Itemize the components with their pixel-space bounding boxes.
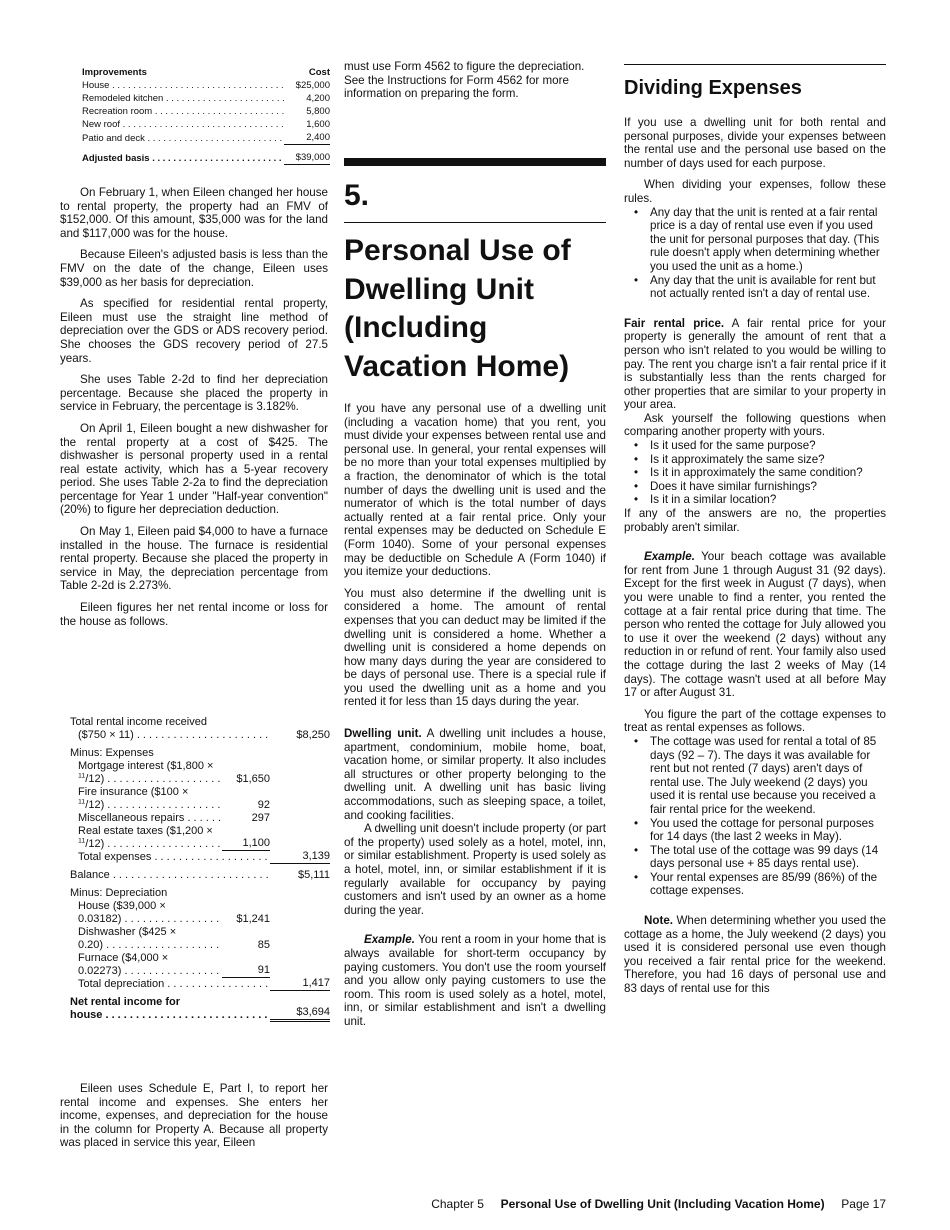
paragraph: Ask yourself the following questions when comparing another property with yours. — [624, 411, 886, 439]
paragraph: A dwelling unit doesn't include property (or part of the property) used solely as a hotel, motel, inn, or similar establishment. Property is used solely as a hotel, motel, inn, or similar establishment if it is regularly available for occupancy by paying customers and isn't used by an owner as a home during the year. — [344, 822, 606, 917]
paragraph: As specified for residential rental property, Eileen must use the straight line method of depreciation over the GDS or ADS recovery period. She chooses the GDS recovery period of 27.5 years. — [60, 297, 328, 365]
table-row: $^{11}$/12) . . . 1,100 — [70, 838, 330, 851]
paragraph: If you use a dwelling unit for both rental and personal purposes, divide your expenses between the rental use and the personal use based on the number of days used for each purpose. — [624, 116, 886, 170]
section-rule — [624, 64, 886, 65]
list-item: • Any day that the unit is rented at a fair rental price is a day of rental use even if you used the unit for personal purposes that day. (This rule doesn't apply when determining whether you used the unit as a home.) — [624, 206, 886, 274]
table-row: 0.03182) . . . $1,241 — [70, 913, 330, 926]
chapter-title: Personal Use of Dwelling Unit (Including Vacation Home) — [344, 234, 571, 383]
footer-title: Personal Use of Dwelling Unit (Including Vacation Home) — [500, 1197, 825, 1211]
list-item: • Is it in a similar location? — [624, 493, 886, 507]
paragraph: Note. When determining whether you used the cottage as a home, the July weekend (2 days) you used it is considered personal use even though you received a fair rental price for the weekend. Therefore, you had 16 days of personal use and 83 days of rental use for this — [624, 914, 886, 996]
paragraph: If any of the answers are no, the properties probably aren't similar. — [624, 507, 886, 534]
table-row: $^{11}$/12) . . . 92 — [70, 799, 330, 812]
column-3 — [624, 76, 886, 996]
section-heading: Dividing Expenses — [624, 77, 802, 99]
col2-body — [344, 402, 606, 1029]
table-row: House ($39,000 × — [78, 900, 166, 912]
paragraph: You must also determine if the dwelling unit is considered a home. The amount of rental expenses that you can deduct may be limited if the dwelling unit is considered a home. Whether a dwelling unit is considered a home depends on how many days during the year are considered to be days of personal use. There is a special rule if you used the dwelling unit as a home and you rented it for less than 15 days during the year. — [344, 586, 606, 709]
cost-header-label: Cost — [308, 67, 330, 78]
calculation-list — [624, 735, 886, 898]
footer-chapter: Chapter 5 — [431, 1197, 484, 1211]
table-row: 0.20) . . . 85 — [70, 939, 330, 952]
rules-list — [624, 206, 886, 301]
table-row: 0.02273) . . . 91 — [70, 965, 330, 978]
list-item: • Your rental expenses are 85/99 (86%) of the cottage expenses. — [624, 871, 886, 898]
improvements-table — [82, 66, 330, 165]
table-row: house . . . $3,694 — [70, 1009, 330, 1022]
table-row: Total rental income received — [70, 716, 207, 728]
table-row: Remodeled kitchen . . . 4,200 — [82, 92, 330, 105]
paragraph: Eileen uses Schedule E, Part I, to report her rental income and expenses. She enters her income, expenses, and depreciation for the house in the column for Property A. Because all property was placed in service this year, Eileen — [60, 1082, 328, 1150]
table-row: House . . . $25,000 — [82, 79, 330, 92]
table-row: Recreation room . . . 5,800 — [82, 105, 330, 118]
paragraph: On May 1, Eileen paid $4,000 to have a furnace installed in the house. The furnace is residential rental property. Because she placed the property in service in May, the depreciation percentage from Table 2-2d is 2.273%. — [60, 525, 328, 593]
table-row: ($750 × 11) . . . $8,250 — [70, 729, 330, 742]
table-row: Total expenses . . . 3,139 — [70, 851, 330, 864]
list-item: • The total use of the cottage was 99 days (14 days personal use + 85 days rental use). — [624, 844, 886, 871]
list-item: • Is it used for the same purpose? — [624, 439, 886, 453]
table-row: Net rental income for — [70, 996, 181, 1008]
table-row: Real estate taxes ($1,200 × — [78, 825, 213, 837]
table-row: $^{11}$/12) . . . $1,650 — [70, 773, 330, 786]
list-item: • Is it in approximately the same condition? — [624, 466, 886, 480]
table-row: Total depreciation . . . 1,417 — [70, 978, 330, 991]
list-item: • Does it have similar furnishings? — [624, 480, 886, 494]
chapter-number: 5. — [344, 179, 370, 212]
paragraph: She uses Table 2-2d to find her depreciation percentage. Because she placed the property in service in February, the percentage is 3.182%. — [60, 373, 328, 414]
col2-top — [344, 60, 606, 101]
chapter-rule — [344, 222, 606, 223]
questions-list — [624, 439, 886, 507]
col1-body-top — [60, 186, 328, 628]
table-row: Patio and deck . . . 2,400 — [82, 131, 330, 145]
table-row: Dishwasher ($425 × — [78, 926, 177, 938]
improvements-header-label: Improvements — [82, 67, 147, 78]
paragraph: Eileen figures her net rental income or loss for the house as follows. — [60, 601, 328, 628]
list-item: • Is it approximately the same size? — [624, 453, 886, 467]
col1-body-bottom — [60, 1082, 328, 1150]
list-item: • Any day that the unit is available for rent but not actually rented isn't a day of rental use. — [624, 274, 886, 301]
table-row: Minus: Expenses — [70, 747, 154, 759]
paragraph: When dividing your expenses, follow these rules. — [624, 178, 886, 205]
paragraph: must use Form 4562 to figure the depreciation. See the Instructions for Form 4562 for more information on preparing the form. — [344, 60, 585, 101]
paragraph: Dwelling unit. A dwelling unit includes a house, apartment, condominium, mobile home, boat, vacation home, or similar property. It also includes all structures or other property belonging to the dwelling unit. A dwelling unit has basic living accommodations, such as sleeping space, a toilet, and cooking facilities. — [344, 727, 606, 822]
paragraph: You figure the part of the cottage expenses to treat as rental expenses as follows. — [624, 707, 886, 735]
paragraph: Example. You rent a room in your home that is always available for short-term occupancy by paying customers. You don't use the room yourself and you allow only paying customers to use the room. This room is used solely as a hotel, motel, inn, or similar establishment and isn't a dwelling unit. — [344, 933, 607, 1028]
table-row: Minus: Depreciation — [70, 887, 168, 899]
table-row: Furnace ($4,000 × — [78, 952, 169, 964]
list-item: • You used the cottage for personal purposes for 14 days (the last 2 weeks in May). — [624, 817, 886, 844]
paragraph: If you have any personal use of a dwelling unit (including a vacation home) that you rent, you must divide your expenses between rental use and personal use. In general, your rental expenses will be no more than your total expenses multiplied by a fraction, the denominator of which is the total number of days the dwelling unit is used and the numerator of which is the total number of days actually rented at a fair rental price. Only your rental expenses may be deducted on Schedule E (Form 1040). Some of your personal expenses may be deductible on Schedule A (Form 1040) if you itemize your deductions. — [344, 402, 606, 579]
table-row: New roof . . . 1,600 — [82, 118, 330, 131]
chapter-bar — [344, 158, 606, 166]
paragraph: Fair rental price. A fair rental price for your property is generally the amount of rent that a person who isn't related to you would be willing to pay. The rent you charge isn't a fair rental price if it is substantially less than the rents charged for other properties that are similar to your property in your area. — [624, 316, 886, 412]
table-row: Balance . . . $5,111 — [70, 869, 330, 882]
paragraph: On April 1, Eileen bought a new dishwasher for the rental property at a cost of $425. The dishwasher is personal property used in a rental real estate activity, which has a 5-year recovery period. She uses Table 2-2a to find the depreciation percentage for Year 1 under "Half-year convention" (20%) to figure her depreciation deduction. — [60, 421, 328, 517]
paragraph: On February 1, when Eileen changed her house to rental property, the property had an FMV of $152,000. Of this amount, $35,000 was for the land and $117,000 was for the house. — [60, 186, 328, 240]
page-footer — [431, 1197, 886, 1211]
table-row: Fire insurance ($100 × — [78, 786, 189, 798]
table-row: Mortgage interest ($1,800 × — [78, 760, 214, 772]
paragraph: Because Eileen's adjusted basis is less than the FMV on the date of the change, Eileen uses $39,000 as her basis for depreciation. — [60, 248, 328, 289]
table-row: Miscellaneous repairs . . . 297 — [70, 812, 330, 825]
paragraph: Example. Your beach cottage was available for rent from June 1 through August 31 (92 days). Except for the first week in August (7 days), when you were unable to find a renter, you rented the cottage at a fair rental price during that time. The person who rented the cottage for July allowed you to use it over the weekend (2 days) without any reduction in or refund of rent. Your family also used the cottage during the last 2 weeks of May (14 days). The cottage wasn't used at all before May 17 or after August 31. — [624, 550, 887, 700]
list-item: • The cottage was used for rental a total of 85 days (92 – 7). The days it was available for rent but not rented (7 days) aren't days of rental use. The July weekend (2 days) you used it is rental use because you received a fair rental price for the weekend. — [624, 735, 886, 817]
net-rental-income-calculation — [70, 716, 330, 1022]
adjusted-basis-row: Adjusted basis . . . $39,000 — [82, 151, 330, 165]
improvements-header — [82, 66, 330, 79]
footer-page-number: Page 17 — [841, 1197, 886, 1211]
